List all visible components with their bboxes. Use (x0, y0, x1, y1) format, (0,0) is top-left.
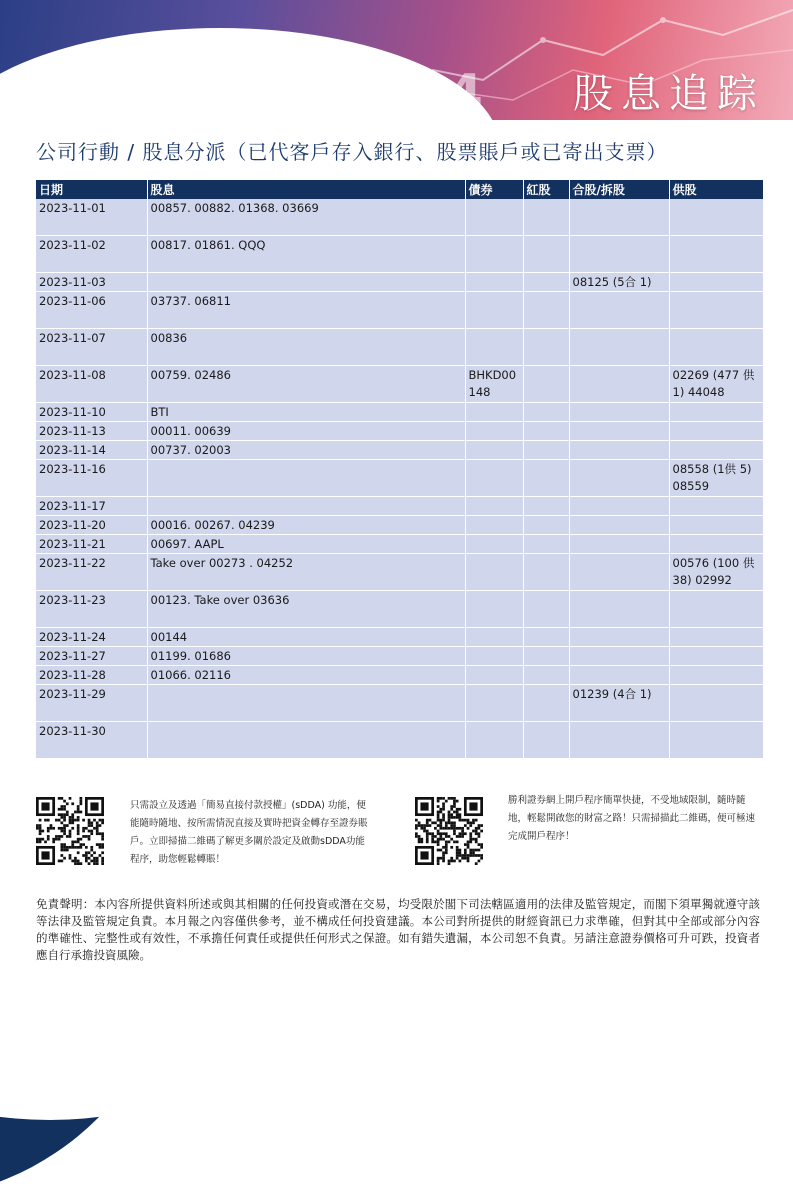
table-row (36, 199, 763, 236)
qr-code-icon (36, 797, 104, 865)
cell-bonus (523, 292, 569, 329)
table-row (36, 236, 763, 273)
page-title: 股息追踪 (573, 71, 765, 117)
cell-bond (465, 460, 523, 497)
cell-date: 2023-11-01 (36, 199, 147, 236)
table-row (36, 460, 763, 497)
cell-dividend (147, 722, 465, 759)
table-row (36, 403, 763, 422)
header-date: 日期 (36, 180, 147, 199)
cell-rights (669, 722, 763, 759)
cell-bond (465, 516, 523, 535)
cell-date: 2023-11-27 (36, 647, 147, 666)
cell-bonus (523, 273, 569, 292)
cell-dividend (147, 685, 465, 722)
qr-code-sdda[interactable] (36, 797, 104, 865)
disclaimer: 免責聲明：本內容所提供資料所述或與其相關的任何投資或潛在交易，均受限於閣下司法轄區適用的法律及監管規定，而閣下須單獨就遵守該等法律及監管規定負責。本月報之內容僅供參考，並不構成任何投資建議。本公司對所提供的財經資訊已力求準確，但對其中全部或部分內容的準確性、完整性或有效性，不承擔任何責任或提供任何形式之保證。如有錯失遺漏，本公司恕不負責。另請注意證券價格可升可跌，投資者應自行承擔投資風險。 (36, 897, 760, 962)
cell-dividend (147, 497, 465, 516)
dividend-table (36, 180, 764, 759)
cell-bonus (523, 460, 569, 497)
cell-consolidation (569, 628, 669, 647)
cell-consolidation (569, 722, 669, 759)
cell-consolidation (569, 199, 669, 236)
cell-bond (465, 329, 523, 366)
cell-bond (465, 273, 523, 292)
header-consolidation: 合股/拆股 (569, 180, 669, 199)
cell-date: 2023-11-02 (36, 236, 147, 273)
cell-date: 2023-11-13 (36, 422, 147, 441)
cell-dividend: 00016. 00267. 04239 (147, 516, 465, 535)
cell-consolidation (569, 366, 669, 403)
cell-date: 2023-11-17 (36, 497, 147, 516)
table-row (36, 366, 763, 403)
cell-bond (465, 554, 523, 591)
cell-rights (669, 403, 763, 422)
cell-bonus (523, 403, 569, 422)
cell-rights (669, 329, 763, 366)
banner-digits: 8.88 334 (200, 64, 487, 120)
cell-bond (465, 422, 523, 441)
table-row (36, 516, 763, 535)
cell-consolidation: 01239 (4合 1) (569, 685, 669, 722)
cell-rights (669, 236, 763, 273)
cell-consolidation (569, 460, 669, 497)
cell-rights (669, 199, 763, 236)
qr-code-account-opening[interactable] (415, 797, 483, 865)
cell-date: 2023-11-21 (36, 535, 147, 554)
cell-dividend: 00857. 00882. 01368. 03669 (147, 199, 465, 236)
cell-rights (669, 516, 763, 535)
cell-rights (669, 273, 763, 292)
cell-consolidation (569, 441, 669, 460)
cell-bond (465, 535, 523, 554)
cell-bonus (523, 422, 569, 441)
cell-consolidation (569, 535, 669, 554)
cell-rights (669, 292, 763, 329)
cell-consolidation: 08125 (5合 1) (569, 273, 669, 292)
cell-consolidation (569, 422, 669, 441)
cell-bond (465, 628, 523, 647)
table-row (36, 292, 763, 329)
cell-bond (465, 591, 523, 628)
cell-dividend (147, 273, 465, 292)
cell-bond: BHKD00148 (465, 366, 523, 403)
cell-date: 2023-11-03 (36, 273, 147, 292)
cell-consolidation (569, 236, 669, 273)
cell-dividend: 01066. 02116 (147, 666, 465, 685)
header-rights: 供股 (669, 180, 763, 199)
cell-date: 2023-11-06 (36, 292, 147, 329)
table-row (36, 535, 763, 554)
cell-consolidation (569, 329, 669, 366)
table-row (36, 722, 763, 759)
cell-rights (669, 535, 763, 554)
header-dividend: 股息 (147, 180, 465, 199)
cell-bond (465, 666, 523, 685)
cell-bonus (523, 591, 569, 628)
cell-bonus (523, 685, 569, 722)
cell-bond (465, 685, 523, 722)
table-row (36, 628, 763, 647)
table-row (36, 329, 763, 366)
cell-dividend: 00011. 00639 (147, 422, 465, 441)
cell-bonus (523, 516, 569, 535)
cell-bonus (523, 329, 569, 366)
cell-bonus (523, 366, 569, 403)
qr-left-text: 只需設立及透過「簡易直接付款授權」(sDDA) 功能，便能隨時隨地、按所需情況直接及實時把資金轉存至證券賬戶。立即掃描二維碼了解更多關於設定及啟動sDDA功能程序，助您輕鬆轉賬！ (130, 800, 368, 865)
cell-bonus (523, 497, 569, 516)
cell-rights (669, 591, 763, 628)
cell-rights: 02269 (477 供 1) 44048 (669, 366, 763, 403)
cell-rights: 08558 (1供 5) 08559 (669, 460, 763, 497)
cell-bonus (523, 199, 569, 236)
cell-dividend (147, 460, 465, 497)
cell-rights (669, 441, 763, 460)
table-row (36, 647, 763, 666)
cell-dividend: 00123. Take over 03636 (147, 591, 465, 628)
cell-bond (465, 403, 523, 422)
cell-rights (669, 497, 763, 516)
cell-consolidation (569, 666, 669, 685)
qr-code-icon (415, 797, 483, 865)
cell-dividend: 00697. AAPL (147, 535, 465, 554)
cell-consolidation (569, 403, 669, 422)
cell-dividend: 01199. 01686 (147, 647, 465, 666)
cell-rights (669, 647, 763, 666)
header-bonus: 紅股 (523, 180, 569, 199)
cell-rights: 00576 (100 供 38) 02992 (669, 554, 763, 591)
table-header-row (36, 180, 763, 199)
cell-dividend: BTI (147, 403, 465, 422)
table-row (36, 554, 763, 591)
cell-rights (669, 628, 763, 647)
table-row (36, 441, 763, 460)
cell-consolidation (569, 591, 669, 628)
cell-bond (465, 441, 523, 460)
cell-bond (465, 497, 523, 516)
cell-date: 2023-11-28 (36, 666, 147, 685)
cell-bonus (523, 554, 569, 591)
cell-bond (465, 236, 523, 273)
cell-date: 2023-11-29 (36, 685, 147, 722)
cell-date: 2023-11-30 (36, 722, 147, 759)
cell-bond (465, 199, 523, 236)
cell-date: 2023-11-22 (36, 554, 147, 591)
cell-bond (465, 722, 523, 759)
cell-rights (669, 422, 763, 441)
table-row (36, 497, 763, 516)
cell-date: 2023-11-08 (36, 366, 147, 403)
table-row (36, 685, 763, 722)
cell-dividend: 00737. 02003 (147, 441, 465, 460)
cell-bonus (523, 236, 569, 273)
table-row (36, 273, 763, 292)
table-row (36, 666, 763, 685)
cell-bond (465, 647, 523, 666)
cell-rights (669, 666, 763, 685)
cell-dividend: Take over 00273 . 04252 (147, 554, 465, 591)
header-bond: 債券 (465, 180, 523, 199)
cell-consolidation (569, 497, 669, 516)
cell-bonus (523, 535, 569, 554)
cell-date: 2023-11-20 (36, 516, 147, 535)
table-row (36, 422, 763, 441)
cell-date: 2023-11-16 (36, 460, 147, 497)
cell-date: 2023-11-23 (36, 591, 147, 628)
cell-date: 2023-11-07 (36, 329, 147, 366)
cell-bonus (523, 647, 569, 666)
cell-bonus (523, 666, 569, 685)
qr-right-text: 勝利證券網上開戶程序簡單快捷，不受地域限制，隨時隨地，輕鬆開啟您的財富之路！只需掃描此二維碼，便可極速完成開戶程序！ (508, 795, 756, 842)
cell-date: 2023-11-14 (36, 441, 147, 460)
cell-rights (669, 685, 763, 722)
cell-consolidation (569, 554, 669, 591)
cell-dividend: 03737. 06811 (147, 292, 465, 329)
cell-bonus (523, 628, 569, 647)
cell-consolidation (569, 516, 669, 535)
cell-dividend: 00144 (147, 628, 465, 647)
table-row (36, 591, 763, 628)
cell-bonus (523, 441, 569, 460)
section-subtitle: 公司行動 / 股息分派（已代客戶存入銀行、股票賬戶或已寄出支票） (36, 140, 668, 164)
cell-bond (465, 292, 523, 329)
cell-dividend: 00836 (147, 329, 465, 366)
cell-date: 2023-11-10 (36, 403, 147, 422)
cell-bonus (523, 722, 569, 759)
cell-consolidation (569, 292, 669, 329)
cell-dividend: 00817. 01861. QQQ (147, 236, 465, 273)
cell-dividend: 00759. 02486 (147, 366, 465, 403)
cell-consolidation (569, 647, 669, 666)
cell-date: 2023-11-24 (36, 628, 147, 647)
